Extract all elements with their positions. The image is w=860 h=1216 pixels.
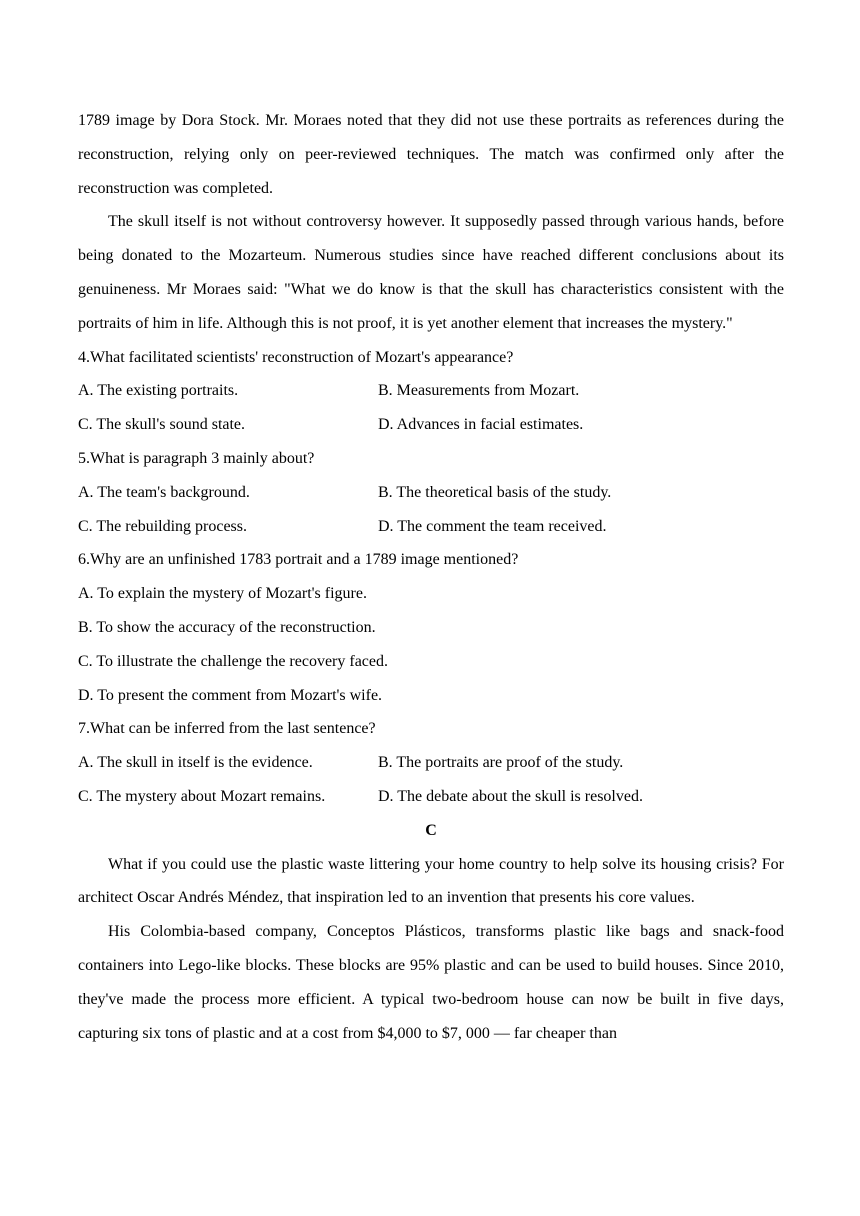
question-7-stem: 7.What can be inferred from the last sentence?: [78, 720, 376, 738]
question-7-option-a: A. The skull in itself is the evidence.: [78, 754, 313, 772]
question-5-option-a: A. The team's background.: [78, 483, 250, 501]
question-6-stem: 6.Why are an unfinished 1783 portrait and a 1789 image mentioned?: [78, 551, 519, 569]
passage-b-paragraph-skull: The skull itself is not without controversy however. It supposedly passed through various hands, before being donated to the Mozarteum. Numerous studies since have reached different conclusions about its genuineness. Mr Moraes said: "What we do know is that the skull has characteristics consistent with the portraits of him in life. Although this is not proof, it is yet another element that increases the mystery.": [78, 213, 784, 332]
question-4-options-row-2: [78, 408, 784, 442]
section-c-paragraph-2: His Colombia-based company, Conceptos Plásticos, transforms plastic like bags and snack-food containers into Lego-like blocks. These blocks are 95% plastic and can be used to build houses. Since 2010, they've made the process more efficient. A typical two-bedroom house can now be built in five days, capturing six tons of plastic and at a cost from $4,000 to $7, 000 — far cheaper than: [78, 923, 784, 1042]
question-4-option-c: C. The skull's sound state.: [78, 416, 246, 434]
question-5-options-row-2: [78, 510, 784, 544]
question-6-option-c: C. To illustrate the challenge the recovery faced.: [78, 652, 389, 670]
question-5-stem: 5.What is paragraph 3 mainly about?: [78, 449, 315, 467]
question-5-options-row-1: [78, 476, 784, 510]
passage-b-paragraph-continued: 1789 image by Dora Stock. Mr. Moraes noted that they did not use these portraits as references during the reconstruction, relying only on peer-reviewed techniques. The match was confirmed only after the reconstruction was completed.: [78, 112, 784, 197]
question-4-stem: 4.What facilitated scientists' reconstruction of Mozart's appearance?: [78, 348, 514, 366]
question-4-option-a: A. The existing portraits.: [78, 382, 239, 400]
question-6-option-d: D. To present the comment from Mozart's wife.: [78, 686, 383, 704]
question-5-option-b: B. The theoretical basis of the study.: [378, 483, 612, 501]
question-7-options-row-2: [78, 780, 784, 814]
question-7-options-row-1: [78, 746, 784, 780]
question-6-option-b: B. To show the accuracy of the reconstruction.: [78, 618, 376, 636]
question-7-option-c: C. The mystery about Mozart remains.: [78, 787, 326, 805]
question-5-option-d: D. The comment the team received.: [378, 517, 607, 535]
question-6-option-a: A. To explain the mystery of Mozart's figure.: [78, 585, 367, 603]
section-c-paragraph-1: What if you could use the plastic waste littering your home country to help solve its housing crisis? For architect Oscar Andrés Méndez, that inspiration led to an invention that presents his core values.: [78, 855, 784, 907]
question-7-option-b: B. The portraits are proof of the study.: [378, 754, 624, 772]
question-4-options-row-1: [78, 374, 784, 408]
question-4-option-d: D. Advances in facial estimates.: [378, 416, 584, 434]
question-4-option-b: B. Measurements from Mozart.: [378, 382, 580, 400]
section-c-heading: C: [425, 821, 437, 839]
question-7-option-d: D. The debate about the skull is resolved.: [378, 787, 643, 805]
document-page: [78, 104, 784, 1050]
question-5-option-c: C. The rebuilding process.: [78, 517, 248, 535]
